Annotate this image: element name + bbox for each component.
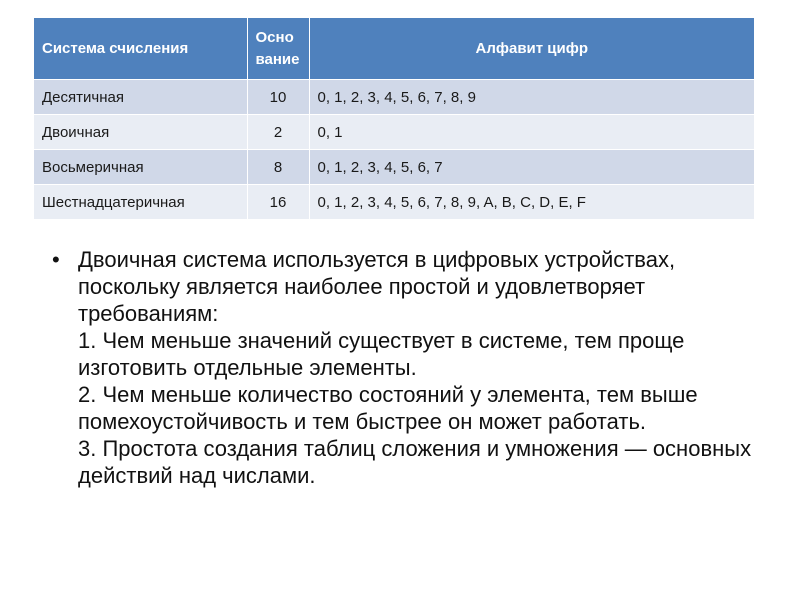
table-row <box>34 80 754 115</box>
cell-alphabet: 0, 1, 2, 3, 4, 5, 6, 7 <box>309 150 754 185</box>
cell-alphabet: 0, 1, 2, 3, 4, 5, 6, 7, 8, 9, A, B, C, D, E, F <box>309 185 754 220</box>
header-alphabet: Алфавит цифр <box>309 18 754 80</box>
bullet-block <box>52 246 752 489</box>
cell-system: Шестнадцатеричная <box>34 185 247 220</box>
requirement-2: 2. Чем меньше количество состояний у элемента, тем выше помехоустойчивость и тем быстрее он может работать. <box>78 382 698 434</box>
cell-base: 16 <box>247 185 309 220</box>
requirement-3: 3. Простота создания таблиц сложения и умножения — основных действий над числами. <box>78 436 752 488</box>
table-body <box>34 80 754 220</box>
cell-alphabet: 0, 1 <box>309 115 754 150</box>
bullet-intro: Двоичная система используется в цифровых устройствах, поскольку является наиболее простой и удовлетворяет требованиям: <box>78 247 676 326</box>
header-system: Система счисления <box>34 18 247 80</box>
table-row <box>34 185 754 220</box>
table-row <box>34 150 754 185</box>
number-systems-table <box>34 18 754 219</box>
header-row <box>34 18 754 80</box>
cell-base: 8 <box>247 150 309 185</box>
table-row <box>34 115 754 150</box>
bullet-paragraph <box>78 246 752 489</box>
cell-base: 10 <box>247 80 309 115</box>
cell-system: Десятичная <box>34 80 247 115</box>
cell-base: 2 <box>247 115 309 150</box>
cell-alphabet: 0, 1, 2, 3, 4, 5, 6, 7, 8, 9 <box>309 80 754 115</box>
cell-system: Восьмеричная <box>34 150 247 185</box>
table <box>34 18 754 219</box>
cell-system: Двоичная <box>34 115 247 150</box>
header-base: Осно вание <box>247 18 309 80</box>
table-header <box>34 18 754 80</box>
bullet-icon: • <box>52 247 60 272</box>
requirement-1: 1. Чем меньше значений существует в системе, тем проще изготовить отдельные элементы. <box>78 328 685 380</box>
